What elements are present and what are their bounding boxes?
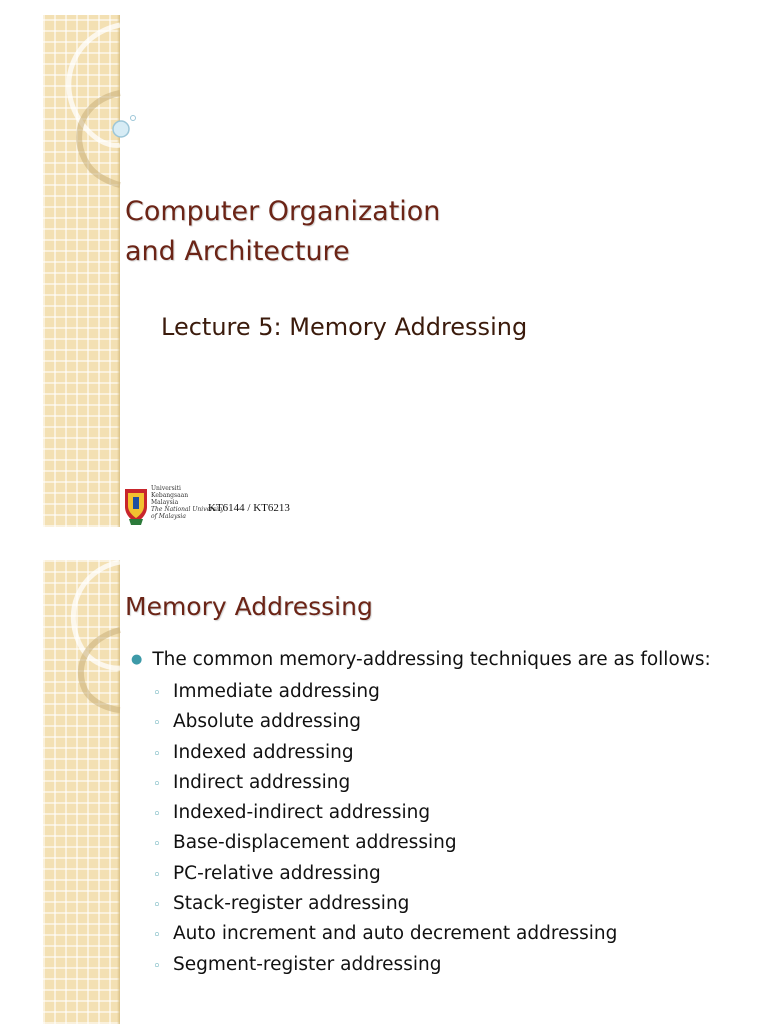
hollow-bullet-icon: ◦ [153, 686, 161, 701]
slide-title [125, 192, 440, 272]
list-item: ◦ Stack-register addressing [153, 889, 617, 919]
list-item: ◦ Absolute addressing [153, 707, 617, 737]
list-item: ◦ Immediate addressing [153, 677, 617, 707]
bullet-icon: ● [131, 652, 143, 667]
hollow-bullet-icon: ◦ [153, 898, 161, 914]
title-line-2: and Architecture [125, 236, 350, 267]
lecture-subtitle: Lecture 5: Memory Addressing [161, 313, 528, 341]
university-name: Universiti Kebangsaan Malaysia The National University of Malaysia [151, 485, 224, 520]
intro-text: The common memory-addressing techniques are as follows: [152, 649, 711, 670]
course-code: KT6144 / KT6213 [208, 502, 290, 514]
list-item: ◦ Segment-register addressing [153, 950, 617, 980]
hollow-bullet-icon: ◦ [153, 807, 161, 823]
hollow-bullet-icon: ◦ [153, 867, 161, 883]
hollow-bullet-icon: ◦ [153, 958, 161, 974]
intro-bullet [131, 649, 711, 670]
bubble-icon [113, 121, 129, 137]
list-item: ◦ Indirect addressing [153, 768, 617, 798]
hollow-bullet-icon: ◦ [153, 928, 161, 944]
list-item: ◦ Indexed addressing [153, 738, 617, 768]
title-slide [43, 15, 768, 527]
hollow-bullet-icon: ◦ [153, 746, 161, 762]
hollow-bullet-icon: ◦ [153, 716, 161, 732]
title-line-1: Computer Organization [125, 196, 441, 227]
addressing-techniques-list [153, 677, 617, 980]
list-item: ◦ Auto increment and auto decrement addressing [153, 919, 617, 949]
hollow-bullet-icon: ◦ [153, 837, 161, 853]
slide-title: Memory Addressing [125, 592, 373, 621]
list-item: ◦ Base-displacement addressing [153, 828, 617, 858]
list-item: ◦ PC-relative addressing [153, 859, 617, 889]
hollow-bullet-icon: ◦ [153, 776, 161, 792]
content-slide [43, 560, 768, 1024]
list-item: ◦ Indexed-indirect addressing [153, 798, 617, 828]
